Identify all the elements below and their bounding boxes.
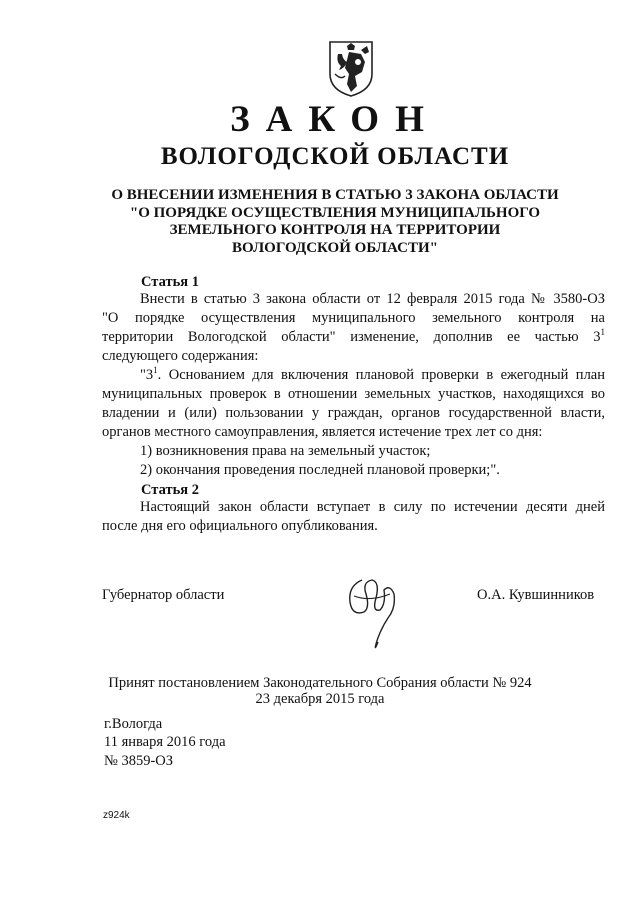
document-title: ЗАКОН [230, 99, 440, 140]
article-1-line: муниципальных проверок в отношении земельных участков, находящихся во [102, 386, 605, 402]
adoption-line: Принят постановлением Законодательного Собрания области № 924 [108, 675, 532, 691]
article-1-heading: Статья 1 [141, 274, 199, 290]
law-subject [0, 187, 640, 257]
article-2-line: после дня его официального опубликования. [102, 518, 378, 534]
superscript: 1 [153, 365, 158, 376]
article-1-line: следующего содержания: [102, 348, 259, 364]
law-number: № 3859-ОЗ [104, 753, 174, 769]
article-1-item: 2) окончания проведения последней плановой проверки;". [140, 462, 500, 478]
article-1-line: органов местного самоуправления, является истечение трех лет со дня: [102, 424, 543, 440]
article-2-body [102, 498, 605, 536]
article-1-line: владении и (или) пользовании у граждан, органов государственной власти, [102, 405, 605, 421]
article-1-text: территории Вологодской области" изменение, дополнив ее частью 3 [102, 329, 601, 345]
article-1-item: 1) возникновения права на земельный участок; [140, 443, 431, 459]
subject-line: ВОЛОГОДСКОЙ ОБЛАСТИ" [232, 239, 438, 256]
signatory-name: О.А. Кувшинников [477, 587, 595, 603]
superscript: 1 [600, 327, 605, 338]
article-1-line: "О порядке осуществления муниципального земельного контроля на [102, 310, 605, 326]
document-code: z924k [103, 810, 130, 821]
article-1-body [102, 290, 605, 480]
adoption-date: 23 декабря 2015 года [255, 691, 385, 707]
subject-line: ЗЕМЕЛЬНОГО КОНТРОЛЯ НА ТЕРРИТОРИИ [169, 222, 501, 238]
article-2-line: Настоящий закон области вступает в силу по истечении десяти дней [140, 499, 605, 515]
subject-line: О ВНЕСЕНИИ ИЗМЕНЕНИЯ В СТАТЬЮ 3 ЗАКОНА ОБЛАСТИ [111, 187, 559, 203]
city: г.Вологда [104, 716, 163, 732]
document-region: ВОЛОГОДСКОЙ ОБЛАСТИ [160, 143, 510, 170]
law-date: 11 января 2016 года [104, 734, 226, 750]
coat-of-arms-emblem [327, 40, 375, 98]
part-prefix: "3 [140, 367, 154, 383]
article-1-line [102, 328, 605, 347]
signatory-position: Губернатор области [102, 587, 225, 603]
subject-line: "О ПОРЯДКЕ ОСУЩЕСТВЛЕНИЯ МУНИЦИПАЛЬНОГО [129, 204, 541, 221]
handwritten-signature [340, 572, 410, 656]
article-1-line [102, 366, 605, 385]
article-1-text: . Основанием для включения плановой проверки в ежегодный план [157, 367, 605, 383]
article-2-heading: Статья 2 [141, 482, 199, 498]
article-1-line: Внести в статью 3 закона области от 12 февраля 2015 года № 3580-ОЗ [140, 291, 605, 307]
